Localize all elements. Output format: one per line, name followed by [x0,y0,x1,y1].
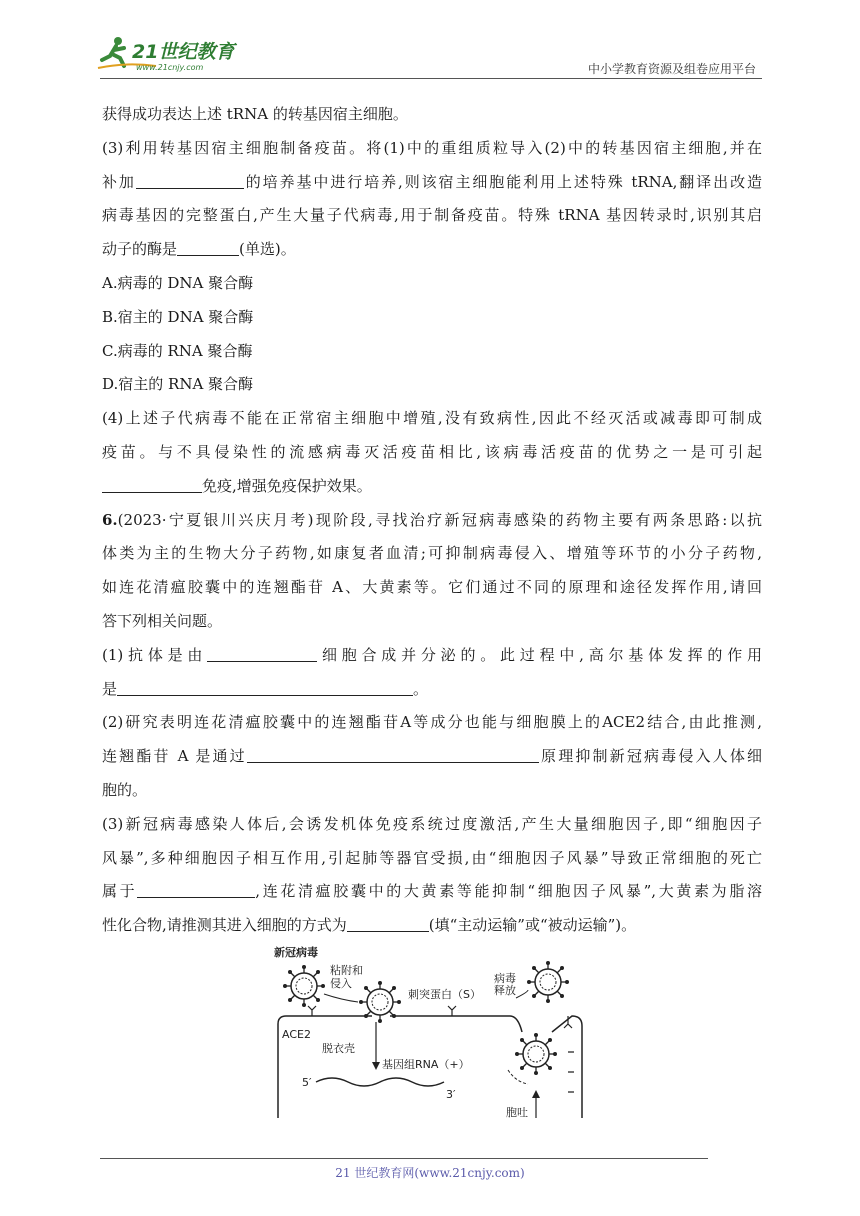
text-line: 性化合物,请推测其进入细胞的方式为 (填“主动运输”或“被动运输”)。 [102,909,762,943]
site-logo [96,34,266,74]
header-divider [100,78,762,79]
option-a: A.病毒的 DNA 聚合酶 [102,273,254,292]
answer-blank[interactable] [137,879,255,898]
text-line: 补加 的培养基中进行培养,则该宿主细胞能利用上述特殊 tRNA,翻译出改造 [102,166,762,200]
answer-blank[interactable] [347,913,429,932]
answer-blank[interactable] [247,744,539,763]
virus-released [527,961,569,1003]
footer-text: 21 世纪教育网(www.21cnjy.com) [335,1166,525,1180]
text-line: 病毒基因的完整蛋白,产生大量子代病毒,用于制备疫苗。特殊 tRNA 基因转录时,识别其启 [102,206,762,225]
label-genome: 基因组RNA（+） [382,1058,470,1071]
option-b: B.宿主的 DNA 聚合酶 [102,307,254,326]
text-line: (1)抗体是由 细胞合成并分泌的。此过程中,高尔基体发挥的作用 [102,639,762,673]
label-invade: 侵入 [330,977,352,990]
text-line: 是 。 [102,673,762,707]
text-line: 连翘酯苷 A 是通过 原理抑制新冠病毒侵入人体细 [102,740,762,774]
footer-divider [100,1158,708,1159]
logo-title: 21世纪教育 [132,41,235,63]
platform-label: 中小学教育资源及组卷应用平台 [587,62,756,76]
text-line: 风暴”,多种细胞因子相互作用,引起肺等器官受损,由“细胞因子风暴”导致正常细胞的死亡 [102,848,762,867]
text-line: 体类为主的生物大分子药物,如康复者血清;可抑制病毒侵入、增殖等环节的小分子药物, [102,544,763,563]
virus-infection-diagram [272,942,592,1120]
text-line: 动子的酶是 (单选)。 [102,233,762,267]
option-c: C.病毒的 RNA 聚合酶 [102,341,253,360]
page-content [102,98,762,943]
text-line: 获得成功表达上述 tRNA 的转基因宿主细胞。 [102,105,408,123]
text-line: 胞的。 [102,780,148,799]
label-release-1: 病毒 [494,972,516,985]
text-line: (2)研究表明连花清瘟胶囊中的连翘酯苷A等成分也能与细胞膜上的ACE2结合,由此推测, [102,713,762,732]
text-line: (3)利用转基因宿主细胞制备疫苗。将(1)中的重组质粒导入(2)中的转基因宿主细胞,并在 [102,138,762,157]
text-line: (3)新冠病毒感染人体后,会诱发机体免疫系统过度激活,产生大量细胞因子,即“细胞因子 [102,814,762,833]
answer-blank[interactable] [102,474,202,493]
label-uncoat: 脱衣壳 [322,1042,355,1055]
text-line: 如连花清瘟胶囊中的连翘酯苷 A、大黄素等。它们通过不同的原理和途径发挥作用,请回 [102,578,762,597]
text-line: 免疫,增强免疫保护效果。 [102,470,762,504]
question-number: 6. [102,510,118,529]
answer-blank[interactable] [117,677,413,696]
label-3prime: 3′ [446,1088,456,1101]
question-6-line: 6.(2023·宁夏银川兴庆月考)现阶段,寻找治疗新冠病毒感染的药物主要有两条思路:以抗 [102,510,762,529]
label-ace2: ACE2 [282,1028,311,1041]
label-exocytosis: 胞吐 [506,1106,528,1119]
virus-particle [283,965,325,1007]
text-line: 疫苗。与不具侵染性的流感病毒灭活疫苗相比,该病毒活疫苗的优势之一是可引起 [102,442,762,461]
answer-blank[interactable] [136,170,244,189]
text-line: 答下列相关问题。 [102,611,223,630]
label-attach: 粘附和 [330,964,363,977]
virus-budding [515,1033,557,1075]
page-header [96,30,760,78]
diagram-title: 新冠病毒 [274,946,318,959]
rna-strand [316,1078,444,1086]
answer-blank[interactable] [207,643,317,662]
logo-url: www.21cnjy.com [136,63,204,72]
answer-blank[interactable] [177,237,239,256]
text-line: 属于 ,连花清瘟胶囊中的大黄素等能抑制“细胞因子风暴”,大黄素为脂溶 [102,875,762,909]
label-release-2: 释放 [494,984,516,997]
label-5prime: 5′ [302,1076,312,1089]
text-line: (4)上述子代病毒不能在正常宿主细胞中增殖,没有致病性,因此不经灭活或减毒即可制成 [102,409,762,428]
label-spike: 刺突蛋白（S） [408,988,481,1001]
option-d: D.宿主的 RNA 聚合酶 [102,375,254,394]
